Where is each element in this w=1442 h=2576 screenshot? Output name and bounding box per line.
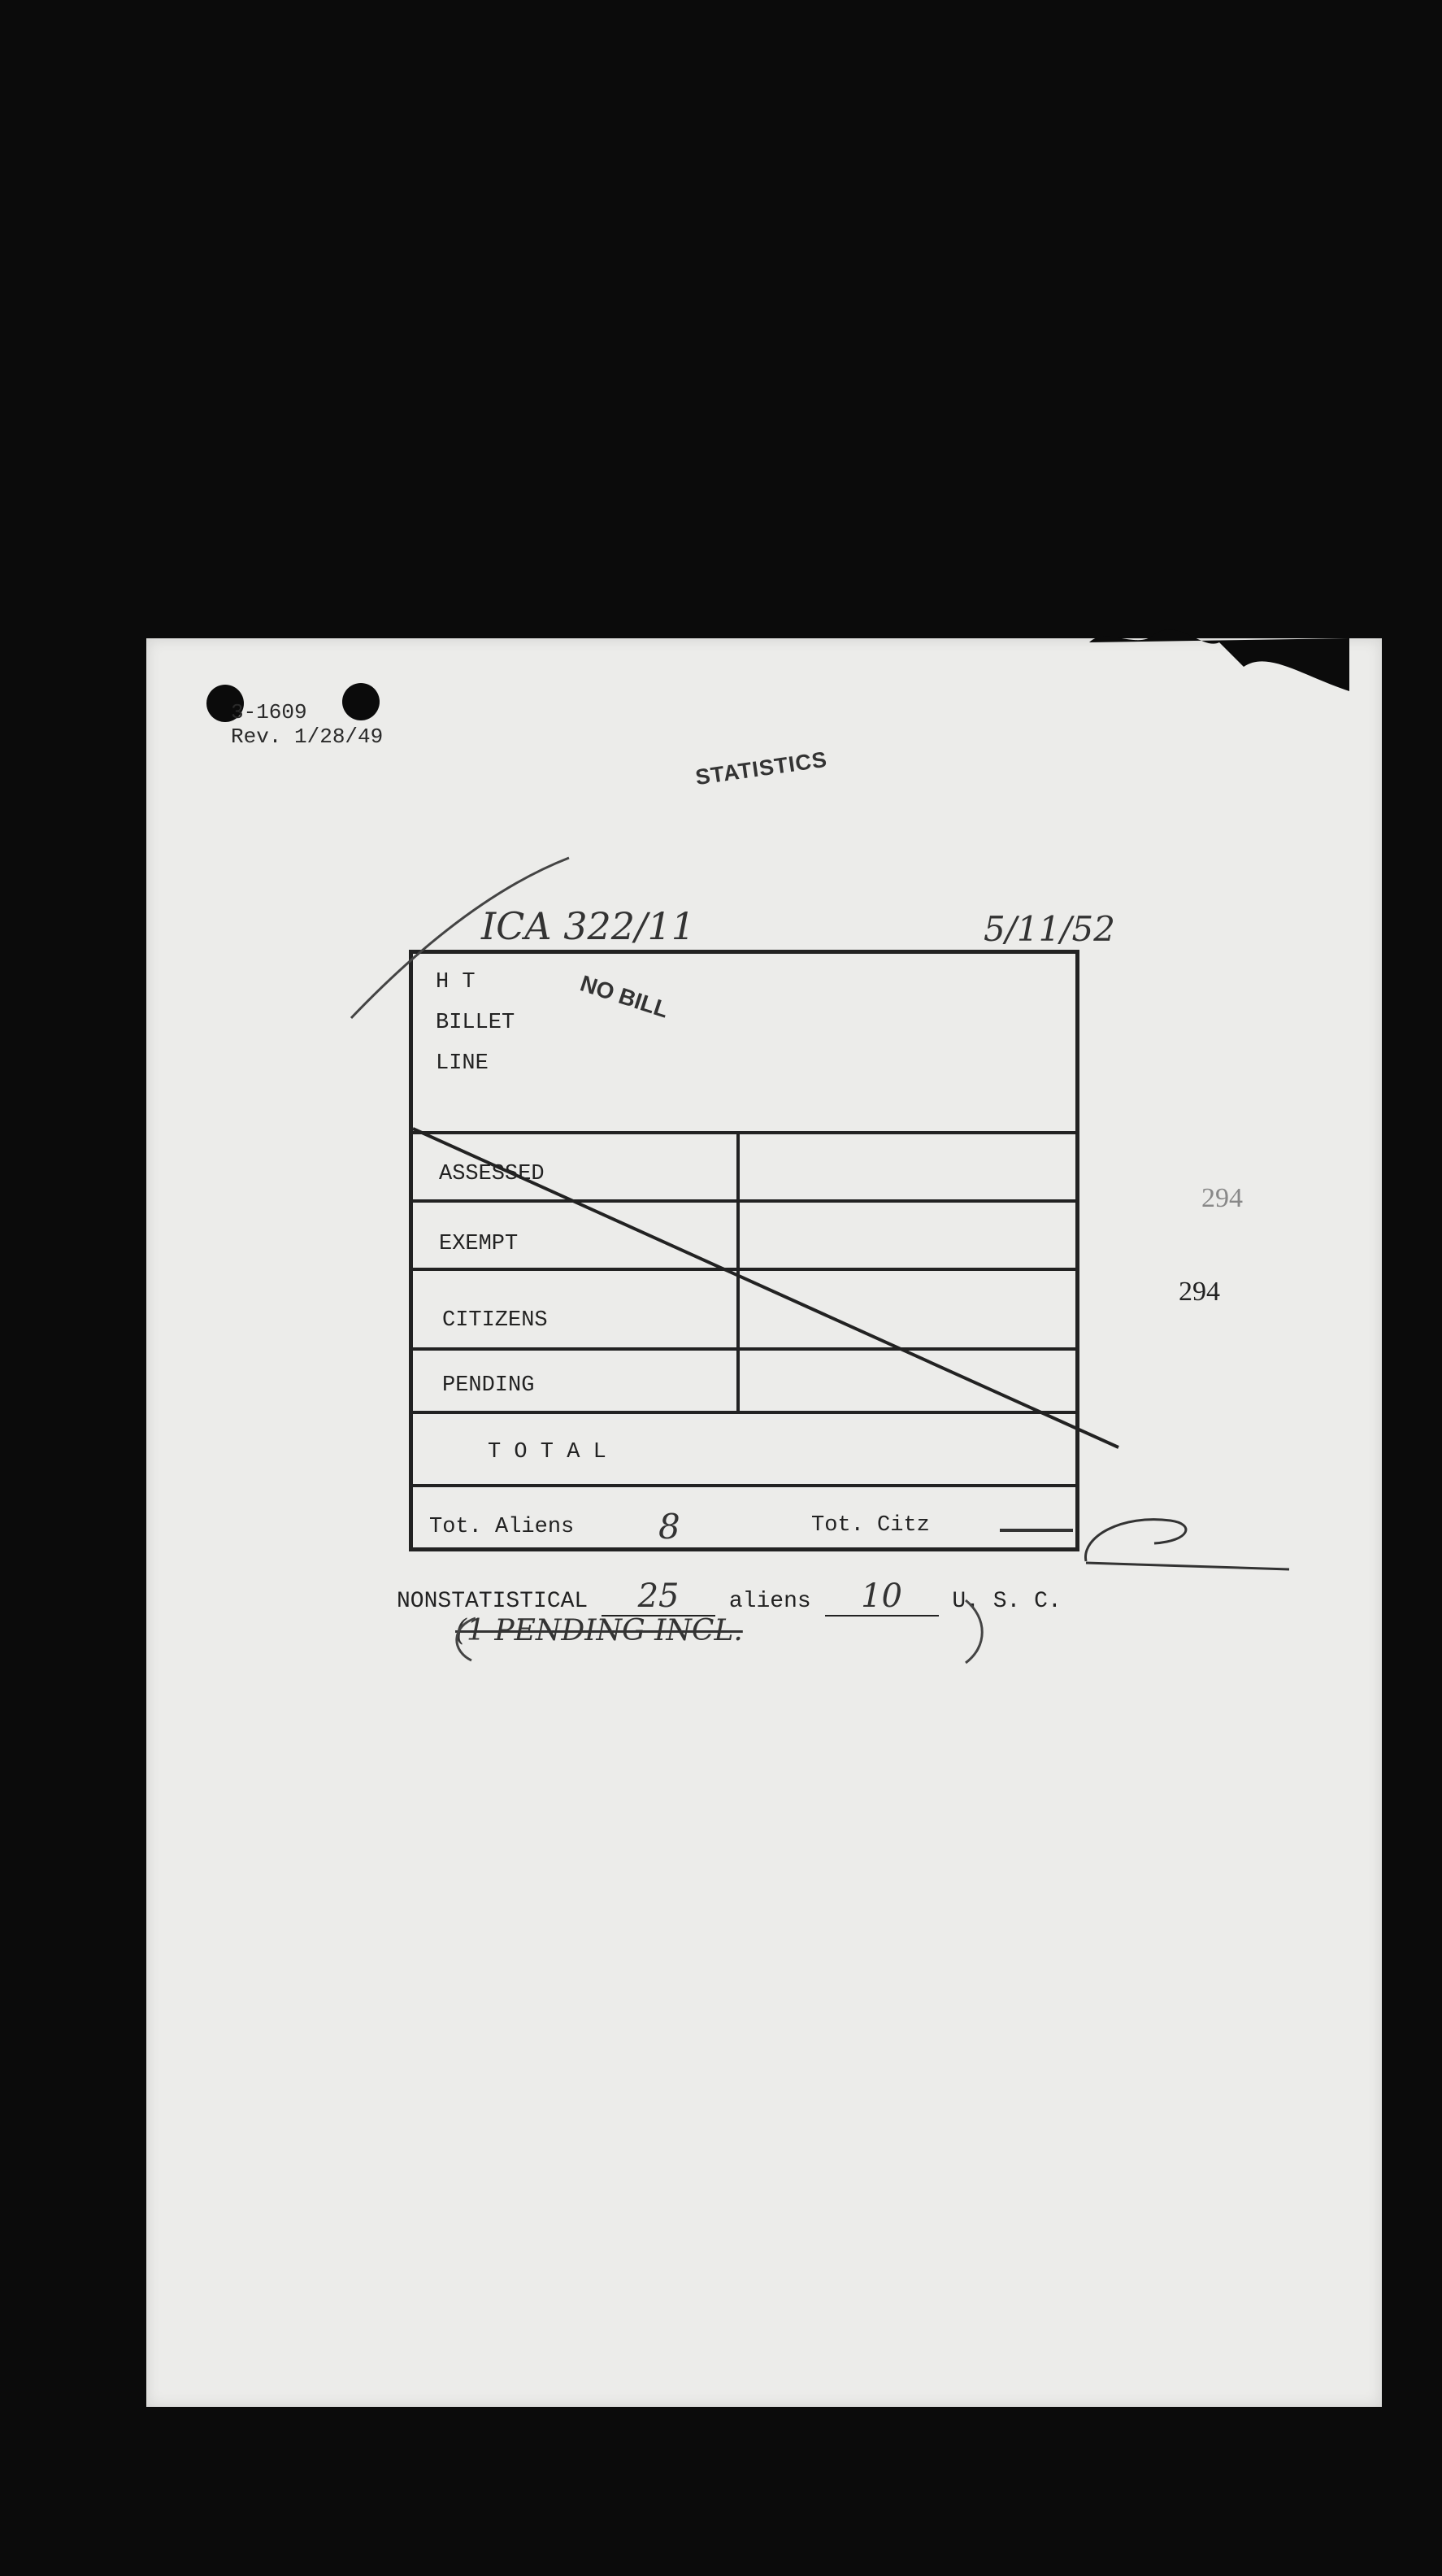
case-date: 5/11/52 [984,909,1115,949]
pen-stroke [351,858,569,1018]
form-revision: Rev. 1/28/49 [231,724,384,749]
nonstat-usc-label: U. S. C. [952,1589,1062,1614]
header-line-3: LINE [436,1051,489,1076]
statistics-stamp: STATISTICS [693,746,829,790]
nonstat-aliens-value: 25 [637,1577,680,1615]
paren-right [966,1600,982,1663]
signature-underline [1086,1563,1289,1569]
row-label-assessed: ASSESSED [439,1162,545,1186]
header-line-2: BILLET [436,1011,515,1035]
cancel-diagonal [413,1129,1118,1447]
row-label-pending: PENDING [442,1373,535,1398]
total-aliens-label: Tot. Aliens [429,1515,575,1539]
faded-page-number: 294 [1201,1183,1243,1213]
no-bill-stamp: NO BILL [577,970,672,1023]
crossed-out-note: (1 PENDING INCL. [455,1614,743,1647]
nonstatistical-prefix: NONSTATISTICAL [397,1589,589,1614]
torn-corner [1089,629,1349,691]
header-line-1: H T [436,970,476,994]
total-aliens-value: 8 [658,1507,680,1547]
row-label-exempt: EXEMPT [439,1232,519,1256]
paren-left [457,1618,476,1660]
initials-signature [1086,1520,1186,1561]
form-number: 3-1609 [231,700,307,724]
case-number: ICA 322/11 [481,904,696,948]
row-label-citizens: CITIZENS [442,1308,548,1333]
nonstat-usc-value: 10 [861,1577,902,1615]
total-citizens-label: Tot. Citz [811,1513,930,1538]
total-label: T O T A L [488,1440,606,1464]
nonstat-aliens-label: aliens [728,1589,811,1614]
page-number: 294 [1179,1277,1220,1307]
